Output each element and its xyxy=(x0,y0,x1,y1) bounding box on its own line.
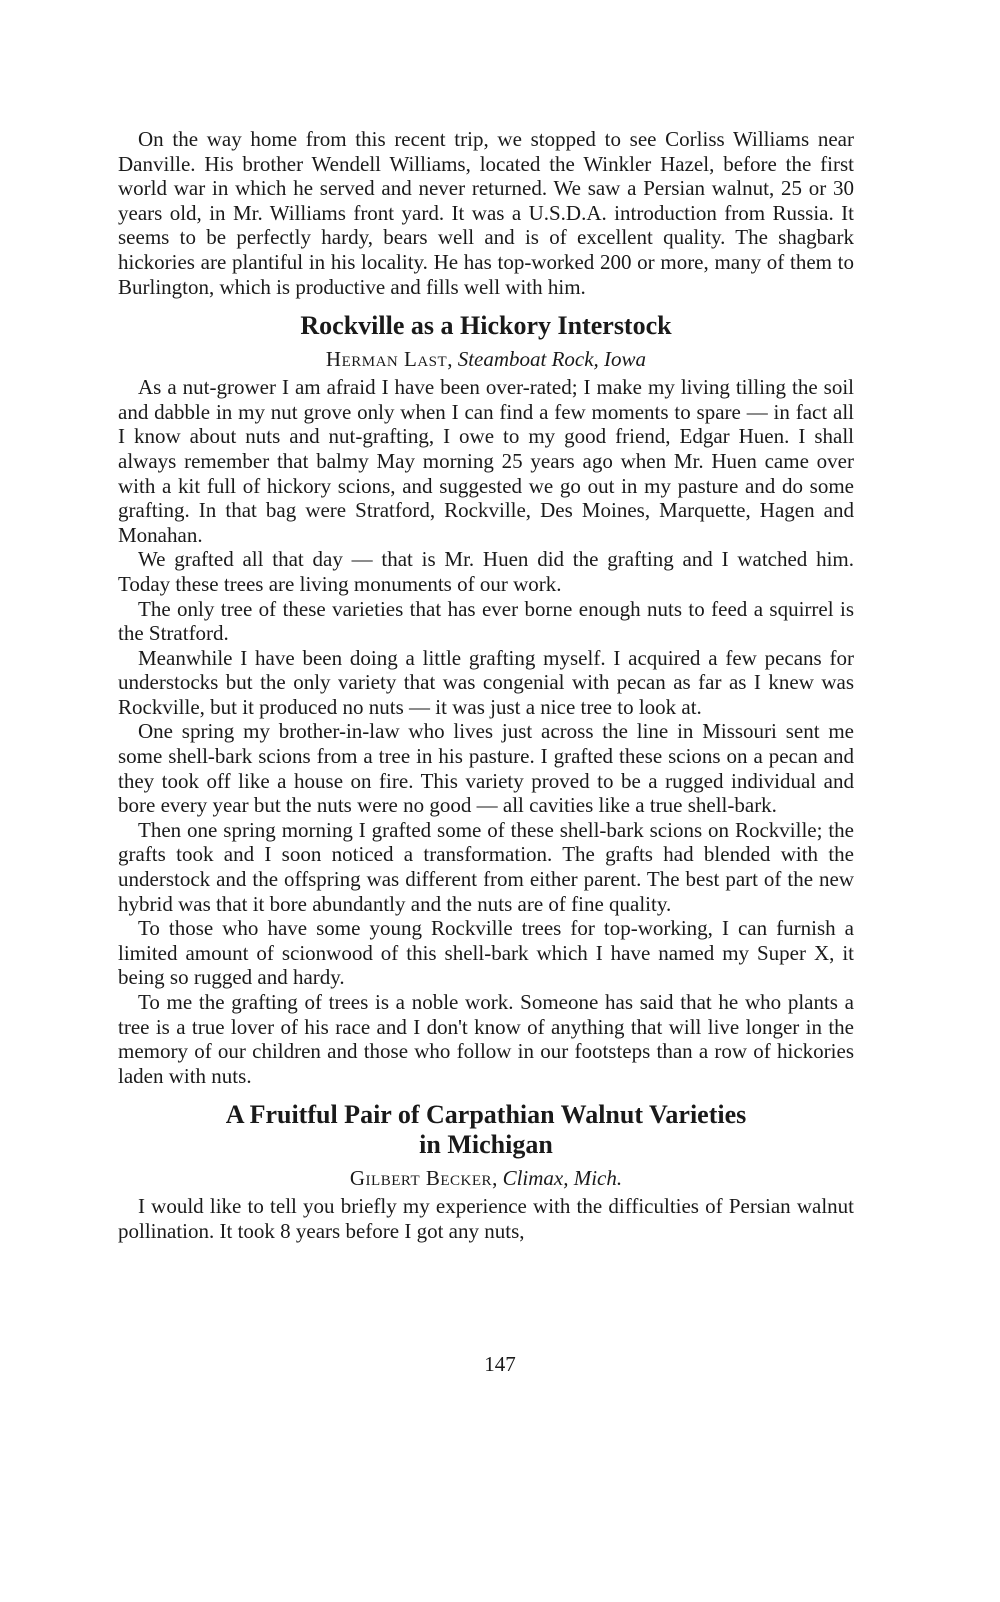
article2-title xyxy=(118,1100,854,1160)
article1-byline: Herman Last, Steamboat Rock, Iowa xyxy=(325,347,647,372)
page-number: 147 xyxy=(484,1352,516,1376)
page-content xyxy=(118,127,854,1244)
article1-title: Rockville as a Hickory Interstock xyxy=(300,311,672,341)
article1-paragraph: Meanwhile I have been doing a little grafting myself. I acquired a few pecans for understocks but the only variety that was congenial with pecan as far as I knew was Rockville, but it produced no nuts — it was just a nice tree to look at. xyxy=(118,645,854,719)
article2-title-line2: in Michigan xyxy=(419,1130,553,1160)
article1-paragraph: To those who have some young Rockville trees for top-working, I can furnish a limited amount of scionwood of this shell-bark which I have named my Super X, it being so rugged and hardy. xyxy=(118,916,854,990)
article1-author: Herman Last xyxy=(325,347,448,372)
article2-byline: Gilbert Becker, Climax, Mich. xyxy=(349,1166,623,1191)
article1-paragraph: To me the grafting of trees is a noble work. Someone has said that he who plants a tree is a true lover of his race and I don't know of anything that will live longer in the memory of our children and those who follow in our footsteps than a row of hickories laden with nuts. xyxy=(118,990,854,1088)
article1-paragraph: Then one spring morning I grafted some of these shell-bark scions on Rockville; the grafts took and I soon noticed a transformation. The grafts had blended with the understock and the offspring was different from either parent. The best part of the new hybrid was that it bore abundantly and the nuts are of fine quality. xyxy=(118,817,854,916)
article1-location: Steamboat Rock, Iowa xyxy=(457,347,647,372)
article1-paragraph: The only tree of these varieties that has ever borne enough nuts to feed a squirrel is the Stratford. xyxy=(118,596,854,646)
article1-paragraph: We grafted all that day — that is Mr. Huen did the grafting and I watched him. Today these trees are living monuments of our work. xyxy=(118,547,854,596)
article2-title-line1: A Fruitful Pair of Carpathian Walnut Varieties xyxy=(225,1100,747,1130)
article2-author: Gilbert Becker xyxy=(349,1166,493,1191)
article1-paragraph: As a nut-grower I am afraid I have been over-rated; I make my living tilling the soil and dabble in my nut grove only when I can find a few moments to spare — in fact all I know about nuts and nut-grafting, I owe to my good friend, Edgar Huen. I shall always remember that balmy May morning 25 years ago when Mr. Huen came over with a kit full of hickory scions, and suggested we go out in my pasture and do some grafting. In that bag were Stratford, Rockville, Des Moines, Marquette, Hagen and Monahan. xyxy=(118,375,854,547)
article2-location: Climax, Mich. xyxy=(502,1166,623,1191)
article1-paragraph: One spring my brother-in-law who lives just across the line in Missouri sent me some shell-bark scions from a tree in his pasture. I grafted these scions on a pecan and they took off like a house on fire. This variety proved to be a rugged individual and bore every year but the nuts were no good — all cavities like a true shell-bark. xyxy=(118,719,854,818)
intro-paragraph: On the way home from this recent trip, we stopped to see Corliss Williams near Danville. His brother Wendell Williams, located the Winkler Hazel, before the first world war in which he served and never returned. We saw a Persian walnut, 25 or 30 years old, in Mr. Williams front yard. It was a U.S.D.A. introduction from Russia. It seems to be perfectly hardy, bears well and is of excellent quality. The shagbark hickories are plantiful in his locality. He has top-worked 200 or more, many of them to Burlington, which is productive and fills well with him. xyxy=(118,127,854,299)
article2-paragraph: I would like to tell you briefly my experience with the difficulties of Persian walnut pollination. It took 8 years before I got any nuts, xyxy=(118,1194,854,1243)
